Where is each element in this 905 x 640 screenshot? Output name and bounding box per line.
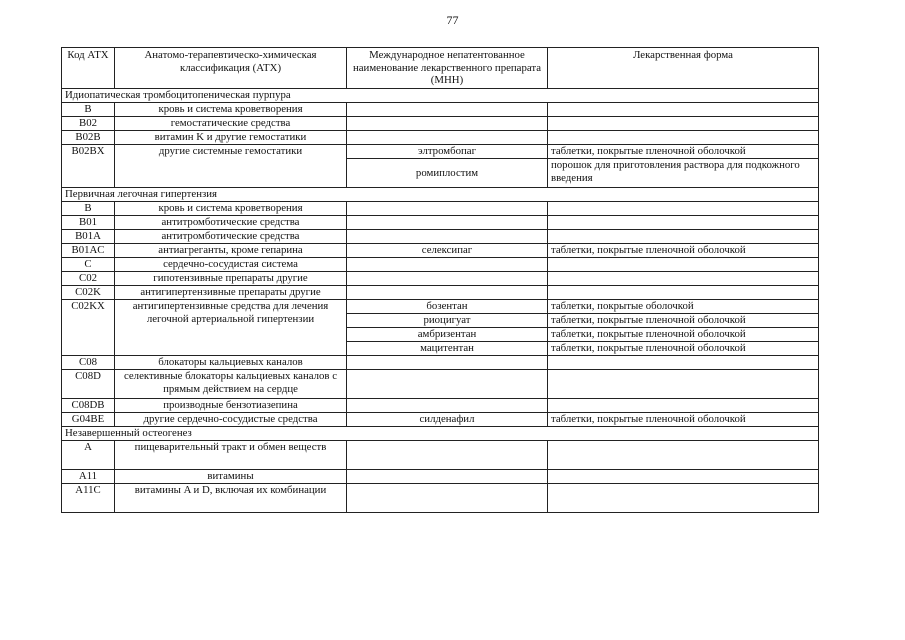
- form-cell: [548, 370, 819, 399]
- header-code: Код АТХ: [62, 48, 115, 89]
- form-cell: [548, 441, 819, 470]
- mnn-cell: [347, 258, 548, 272]
- table-row: [62, 272, 819, 286]
- atx-classification: витамины A и D, включая их комбинации: [115, 484, 347, 513]
- atx-code: B01A: [62, 230, 115, 244]
- table-row: [62, 470, 819, 484]
- form-cell: [548, 230, 819, 244]
- table-row: [62, 258, 819, 272]
- atx-classification: витамины: [115, 470, 347, 484]
- section-title: Незавершенный остеогенез: [62, 427, 819, 441]
- atx-classification: блокаторы кальциевых каналов: [115, 356, 347, 370]
- atx-code: B02B: [62, 131, 115, 145]
- atx-code: A11C: [62, 484, 115, 513]
- mnn-cell: элтромбопаг: [347, 145, 548, 159]
- atx-code: A11: [62, 470, 115, 484]
- mnn-cell: силденафил: [347, 413, 548, 427]
- header-mnn: Международное непатентованное наименование лекарственного препарата (МНН): [347, 48, 548, 89]
- atx-classification: другие сердечно-сосудистые средства: [115, 413, 347, 427]
- atx-classification: пищеварительный тракт и обмен веществ: [115, 441, 347, 470]
- mnn-cell: амбризентан: [347, 328, 548, 342]
- atx-code: C02: [62, 272, 115, 286]
- atx-code: C08: [62, 356, 115, 370]
- atx-classification: антитромботические средства: [115, 216, 347, 230]
- form-cell: таблетки, покрытые пленочной оболочкой: [548, 413, 819, 427]
- mnn-cell: селексипаг: [347, 244, 548, 258]
- form-cell: [548, 131, 819, 145]
- form-cell: [548, 286, 819, 300]
- atx-code: G04BE: [62, 413, 115, 427]
- atx-classification: антитромботические средства: [115, 230, 347, 244]
- mnn-cell: [347, 230, 548, 244]
- form-cell: порошок для приготовления раствора для подкожного введения: [548, 159, 819, 188]
- form-cell: [548, 484, 819, 513]
- atx-code: B02: [62, 117, 115, 131]
- mnn-cell: [347, 441, 548, 470]
- mnn-cell: [347, 216, 548, 230]
- atx-classification: другие системные гемостатики: [115, 145, 347, 188]
- form-cell: таблетки, покрытые пленочной оболочкой: [548, 244, 819, 258]
- form-cell: [548, 399, 819, 413]
- form-cell: таблетки, покрытые оболочкой: [548, 300, 819, 314]
- mnn-cell: [347, 399, 548, 413]
- table-row: [62, 300, 819, 314]
- atx-classification: витамин K и другие гемостатики: [115, 131, 347, 145]
- form-cell: [548, 356, 819, 370]
- table-row: [62, 117, 819, 131]
- mnn-cell: [347, 356, 548, 370]
- table-row: [62, 230, 819, 244]
- table-row: [62, 286, 819, 300]
- atx-code: B01: [62, 216, 115, 230]
- table-row: [62, 441, 819, 470]
- header-row: [62, 48, 819, 89]
- mnn-cell: [347, 103, 548, 117]
- form-cell: [548, 470, 819, 484]
- section-row: [62, 427, 819, 441]
- mnn-cell: мацитентан: [347, 342, 548, 356]
- section-row: [62, 89, 819, 103]
- table-row: [62, 484, 819, 513]
- mnn-cell: [347, 131, 548, 145]
- page-number: 77: [446, 13, 459, 27]
- table-row: [62, 216, 819, 230]
- mnn-cell: [347, 286, 548, 300]
- section-title: Идиопатическая тромбоцитопеническая пурпура: [62, 89, 819, 103]
- form-cell: [548, 117, 819, 131]
- mnn-cell: [347, 202, 548, 216]
- table-row: [62, 413, 819, 427]
- atx-classification: кровь и система кроветворения: [115, 202, 347, 216]
- atx-classification: антигипертензивные средства для лечения легочной артериальной гипертензии: [115, 300, 347, 356]
- form-cell: таблетки, покрытые пленочной оболочкой: [548, 342, 819, 356]
- table-row: [62, 244, 819, 258]
- table-row: [62, 131, 819, 145]
- atx-code: C02KX: [62, 300, 115, 356]
- form-cell: [548, 216, 819, 230]
- atx-code: B: [62, 103, 115, 117]
- atx-code: B02BX: [62, 145, 115, 188]
- mnn-cell: [347, 117, 548, 131]
- section-row: [62, 188, 819, 202]
- header-classification: Анатомо-терапевтическо-химическая классификация (АТХ): [115, 48, 347, 89]
- mnn-cell: [347, 484, 548, 513]
- atx-code: C: [62, 258, 115, 272]
- atx-table: [61, 47, 819, 513]
- mnn-cell: [347, 370, 548, 399]
- mnn-cell: [347, 470, 548, 484]
- form-cell: [548, 272, 819, 286]
- atx-classification: кровь и система кроветворения: [115, 103, 347, 117]
- form-cell: [548, 103, 819, 117]
- atx-code: B01AC: [62, 244, 115, 258]
- form-cell: таблетки, покрытые пленочной оболочкой: [548, 328, 819, 342]
- atx-code: A: [62, 441, 115, 470]
- atx-classification: антиагреганты, кроме гепарина: [115, 244, 347, 258]
- atx-classification: производные бензотиазепина: [115, 399, 347, 413]
- table-row: [62, 356, 819, 370]
- form-cell: таблетки, покрытые пленочной оболочкой: [548, 145, 819, 159]
- table-row: [62, 103, 819, 117]
- atx-code: C08DB: [62, 399, 115, 413]
- table-row: [62, 370, 819, 399]
- atx-code: B: [62, 202, 115, 216]
- mnn-cell: ромиплостим: [347, 159, 548, 188]
- atx-code: C08D: [62, 370, 115, 399]
- header-form: Лекарственная форма: [548, 48, 819, 89]
- mnn-cell: риоцигуат: [347, 314, 548, 328]
- table-row: [62, 145, 819, 159]
- mnn-cell: бозентан: [347, 300, 548, 314]
- table-row: [62, 202, 819, 216]
- atx-classification: гипотензивные препараты другие: [115, 272, 347, 286]
- atx-classification: сердечно-сосудистая система: [115, 258, 347, 272]
- atx-classification: селективные блокаторы кальциевых каналов с прямым действием на сердце: [115, 370, 347, 399]
- atx-classification: антигипертензивные препараты другие: [115, 286, 347, 300]
- section-title: Первичная легочная гипертензия: [62, 188, 819, 202]
- atx-code: C02K: [62, 286, 115, 300]
- form-cell: таблетки, покрытые пленочной оболочкой: [548, 314, 819, 328]
- mnn-cell: [347, 272, 548, 286]
- atx-classification: гемостатические средства: [115, 117, 347, 131]
- table-row: [62, 399, 819, 413]
- form-cell: [548, 258, 819, 272]
- form-cell: [548, 202, 819, 216]
